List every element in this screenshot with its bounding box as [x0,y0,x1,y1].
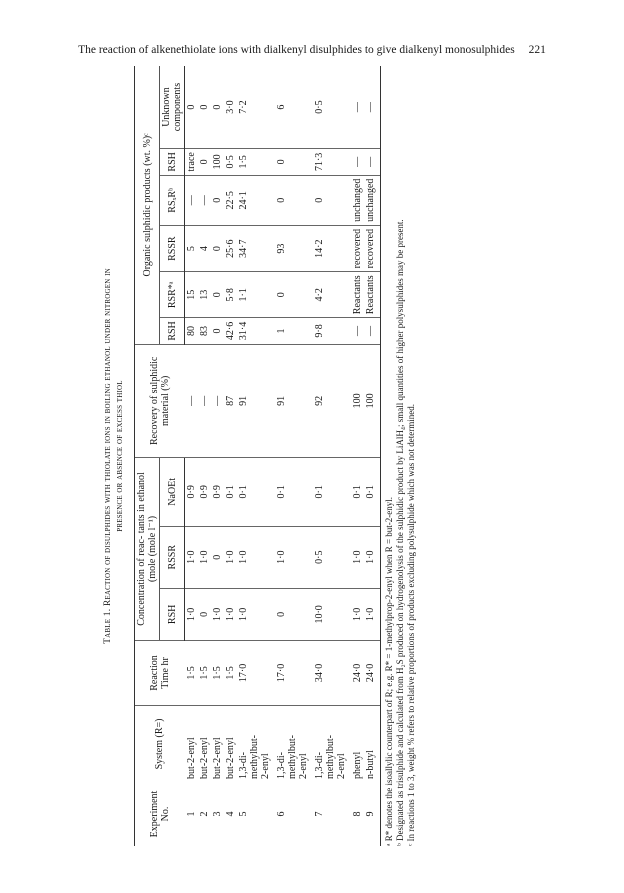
cell-conc-naoet: 0·9 [211,458,224,527]
footnote-b: ᵇ Designated as trisulphide and calculated from H₂S produced on hydrogenolysis of the sulphidic product by LiAlH₄; small quantities of higher polysulphides may be present. [395,219,405,846]
cell-system [198,705,211,782]
cell-prod-rsh: 0 [211,318,224,344]
cell-conc-rsh: 1·0 [185,588,199,640]
cell-prod-rsxr: unchanged [364,175,381,225]
table-caption-line2: presence or absence of excess thiol [115,380,125,532]
cell-recovery: — [211,344,224,457]
table-notes [384,66,417,846]
cell-prod-rsh2: 71·3 [313,149,351,175]
cell-experiment: 9 [364,782,381,846]
cell-prod-rssr: recovered [364,225,381,271]
system-line: 2-enyl [260,753,271,779]
cell-conc-naoet: 0·9 [198,458,211,527]
cell-recovery: 91 [275,344,313,457]
cell-prod-rsh: — [364,318,381,344]
cell-prod-rsh2: 0 [275,149,313,175]
cell-system [351,705,364,782]
cell-experiment: 5 [238,811,249,817]
cell-experiment: 4 [225,811,236,817]
cell-prod-rsr: Reactants [351,272,364,318]
cell-prod-rsh2: — [364,149,381,175]
header-experiment: Experiment No. [135,782,185,846]
cell-conc-rsh: 10·0 [313,588,351,640]
cell-prod-rssr: 25·6 [224,225,237,271]
table-row [185,66,199,846]
cell-unknown: 0·5 [313,66,351,149]
cell-system [313,705,351,782]
cell-system [224,705,237,782]
cell-conc-naoet: 0·1 [313,458,351,527]
cell-prod-rsr: 0 [211,272,224,318]
cell-unknown: 3·0 [224,66,237,149]
system-line: 2-enyl [298,753,309,779]
cell-conc-rssr: 1·0 [275,526,313,588]
table-row [224,66,237,846]
table-row [275,66,313,846]
cell-conc-rssr: 1·0 [364,526,381,588]
cell-experiment: 7 [314,811,325,817]
cell-prod-rsxr: unchanged [351,175,364,225]
cell-time: 24·0 [364,640,381,705]
cell-prod-rsh: 80 [185,318,199,344]
cell-time: 1·5 [185,640,199,705]
cell-recovery: 87 [224,344,237,457]
cell-unknown: 6 [275,66,313,149]
cell-prod-rsh2: 100 [211,149,224,175]
cell-unknown: 0 [198,66,211,149]
table-body [185,66,381,846]
cell-prod-rsxr: — [198,175,211,225]
cell-prod-rsr: 4·2 [313,272,351,318]
cell-prod-rsxr: — [185,175,199,225]
header-concentration: Concentration of reac- tants in ethanol (mole (mole l⁻¹) [135,458,160,641]
cell-prod-rssr: 4 [198,225,211,271]
cell-recovery: 91 [237,344,275,457]
header-conc-naoet: NaOEt [160,458,185,527]
header-organic-products: Organic sulphidic products (wt. %)ᶜ [135,66,160,344]
cell-conc-rsh: 1·0 [237,588,275,640]
cell-prod-rsxr: 0 [275,175,313,225]
cell-system [364,705,381,782]
cell-prod-rsr: 5·8 [224,272,237,318]
system-line: but-2-enyl [185,737,197,779]
cell-prod-rsh: 83 [198,318,211,344]
cell-experiment: 6 [276,811,287,817]
system-line: 1,3-di- [314,752,325,779]
cell-conc-naoet: 0·1 [224,458,237,527]
cell-prod-rssr: 34·7 [237,225,275,271]
cell-conc-naoet: 0·1 [351,458,364,527]
table-caption-line1: Reaction of disulphides with thiolate ions in boiling ethanol under nitrogen in [103,268,113,607]
cell-unknown: — [364,66,381,149]
system-line: 2-enyl [336,753,347,779]
system-line: methylbut- [287,735,298,779]
cell-prod-rsh2: 0 [198,149,211,175]
cell-conc-rsh: 1·0 [351,588,364,640]
table-row [364,66,381,846]
header-conc-rsh: RSH [160,588,185,640]
cell-conc-rssr: 1·0 [185,526,199,588]
cell-prod-rsh: 1 [275,318,313,344]
cell-conc-naoet: 0·1 [275,458,313,527]
cell-prod-rsr: 15 [185,272,199,318]
header-prod-rsr: RSR*ᵃ [160,272,185,318]
table-caption [102,66,126,846]
cell-prod-rsr: Reactants [364,272,381,318]
table-row [211,66,224,846]
cell-system [185,705,199,782]
system-line: but-2-enyl [199,737,210,779]
cell-time: 17·0 [275,640,313,705]
cell-conc-naoet: 0·9 [185,458,199,527]
header-conc-rssr: RSSR [160,526,185,588]
table-row [351,66,364,846]
cell-prod-rsr: 0 [275,272,313,318]
cell-prod-rsxr: 0 [313,175,351,225]
cell-prod-rsh: 42·6 [224,318,237,344]
cell-prod-rsh2: 0·5 [224,149,237,175]
cell-time: 24·0 [351,640,364,705]
cell-conc-rsh: 1·0 [224,588,237,640]
cell-conc-rsh: 1·0 [211,588,224,640]
system-line: 1,3-di- [238,752,249,779]
system-line: but-2-enyl [212,737,223,779]
cell-prod-rsh: 9·8 [313,318,351,344]
cell-system [211,705,224,782]
cell-experiment: 3 [212,811,223,817]
rotated-table-area [100,66,540,846]
cell-experiment: 2 [199,811,210,817]
system-line: methylbut- [325,735,336,779]
header-prod-rssr: RSSR [160,225,185,271]
cell-recovery: 100 [351,344,364,457]
table-row [237,66,275,846]
cell-unknown: 7·2 [237,66,275,149]
cell-prod-rsr: 1·1 [237,272,275,318]
cell-conc-rssr: 1·0 [351,526,364,588]
header-recovery: Recovery of sulphidic material (%) [135,344,185,457]
cell-prod-rsh2: trace [185,149,199,175]
header-system: System (R=) [135,705,185,782]
cell-prod-rsxr: 22·5 [224,175,237,225]
cell-prod-rsr: 13 [198,272,211,318]
header-reaction-time: Reaction Time hr [135,640,185,705]
system-line: n-butyl [365,750,376,779]
cell-recovery: — [198,344,211,457]
system-line: but-2-enyl [225,737,236,779]
running-head-title: The reaction of alkenethiolate ions with dialkenyl disulphides to give dialkenyl monosulphides [78,44,515,56]
footnote-a: ᵃ R* denotes the isoallylic counterpart of R; e.g. R* = 1-methylprop-2-enyl when R = but-2-enyl. [384,496,394,846]
cell-prod-rssr: 93 [275,225,313,271]
cell-experiment: 8 [352,811,363,817]
system-line: methylbut- [249,735,260,779]
cell-conc-naoet: 0·1 [364,458,381,527]
cell-conc-rsh: 1·0 [364,588,381,640]
cell-conc-rssr: 1·0 [198,526,211,588]
cell-conc-rssr: 1·0 [224,526,237,588]
cell-system [237,705,275,782]
cell-prod-rssr: 14·2 [313,225,351,271]
system-line: 1,3-di- [276,752,287,779]
cell-conc-rssr: 0·5 [313,526,351,588]
page-number: 221 [528,44,546,56]
cell-unknown: 0 [211,66,224,149]
cell-conc-naoet: 0·1 [237,458,275,527]
rotated-table-content [100,66,540,846]
cell-prod-rsh: 31·4 [237,318,275,344]
cell-recovery: — [185,344,199,457]
cell-prod-rssr: 0 [211,225,224,271]
cell-unknown: — [351,66,364,149]
header-prod-rsh: RSH [160,318,185,344]
cell-prod-rsxr: 0 [211,175,224,225]
cell-prod-rssr: recovered [351,225,364,271]
cell-recovery: 92 [313,344,351,457]
cell-conc-rssr: 1·0 [237,526,275,588]
results-table [134,66,381,846]
cell-time: 1·5 [224,640,237,705]
header-unknown: Unknown components [160,66,185,149]
header-prod-rsh2: RSH [160,149,185,175]
running-head [0,44,624,56]
cell-prod-rsh2: 1·5 [237,149,275,175]
cell-time: 17·0 [237,640,275,705]
cell-recovery: 100 [364,344,381,457]
cell-conc-rsh: 0 [198,588,211,640]
table-row [198,66,211,846]
header-prod-rsxr: RSₓRᵇ [160,175,185,225]
cell-conc-rssr: 0 [211,526,224,588]
footnote-c: ᶜ In reactions 1 to 3, weight % refers to relative proportions of products excluding polysulphide which was not determined. [406,404,416,846]
cell-prod-rssr: 5 [185,225,199,271]
table-row [313,66,351,846]
cell-prod-rsxr: 24·1 [237,175,275,225]
cell-conc-rsh: 0 [275,588,313,640]
cell-prod-rsh: — [351,318,364,344]
cell-system [275,705,313,782]
cell-time: 1·5 [198,640,211,705]
cell-experiment: 1 [185,811,197,817]
cell-time: 34·0 [313,640,351,705]
cell-time: 1·5 [211,640,224,705]
cell-unknown: 0 [185,66,199,149]
cell-prod-rsh2: — [351,149,364,175]
table-caption-label: Table 1. [103,608,113,644]
system-line: phenyl [352,751,363,779]
